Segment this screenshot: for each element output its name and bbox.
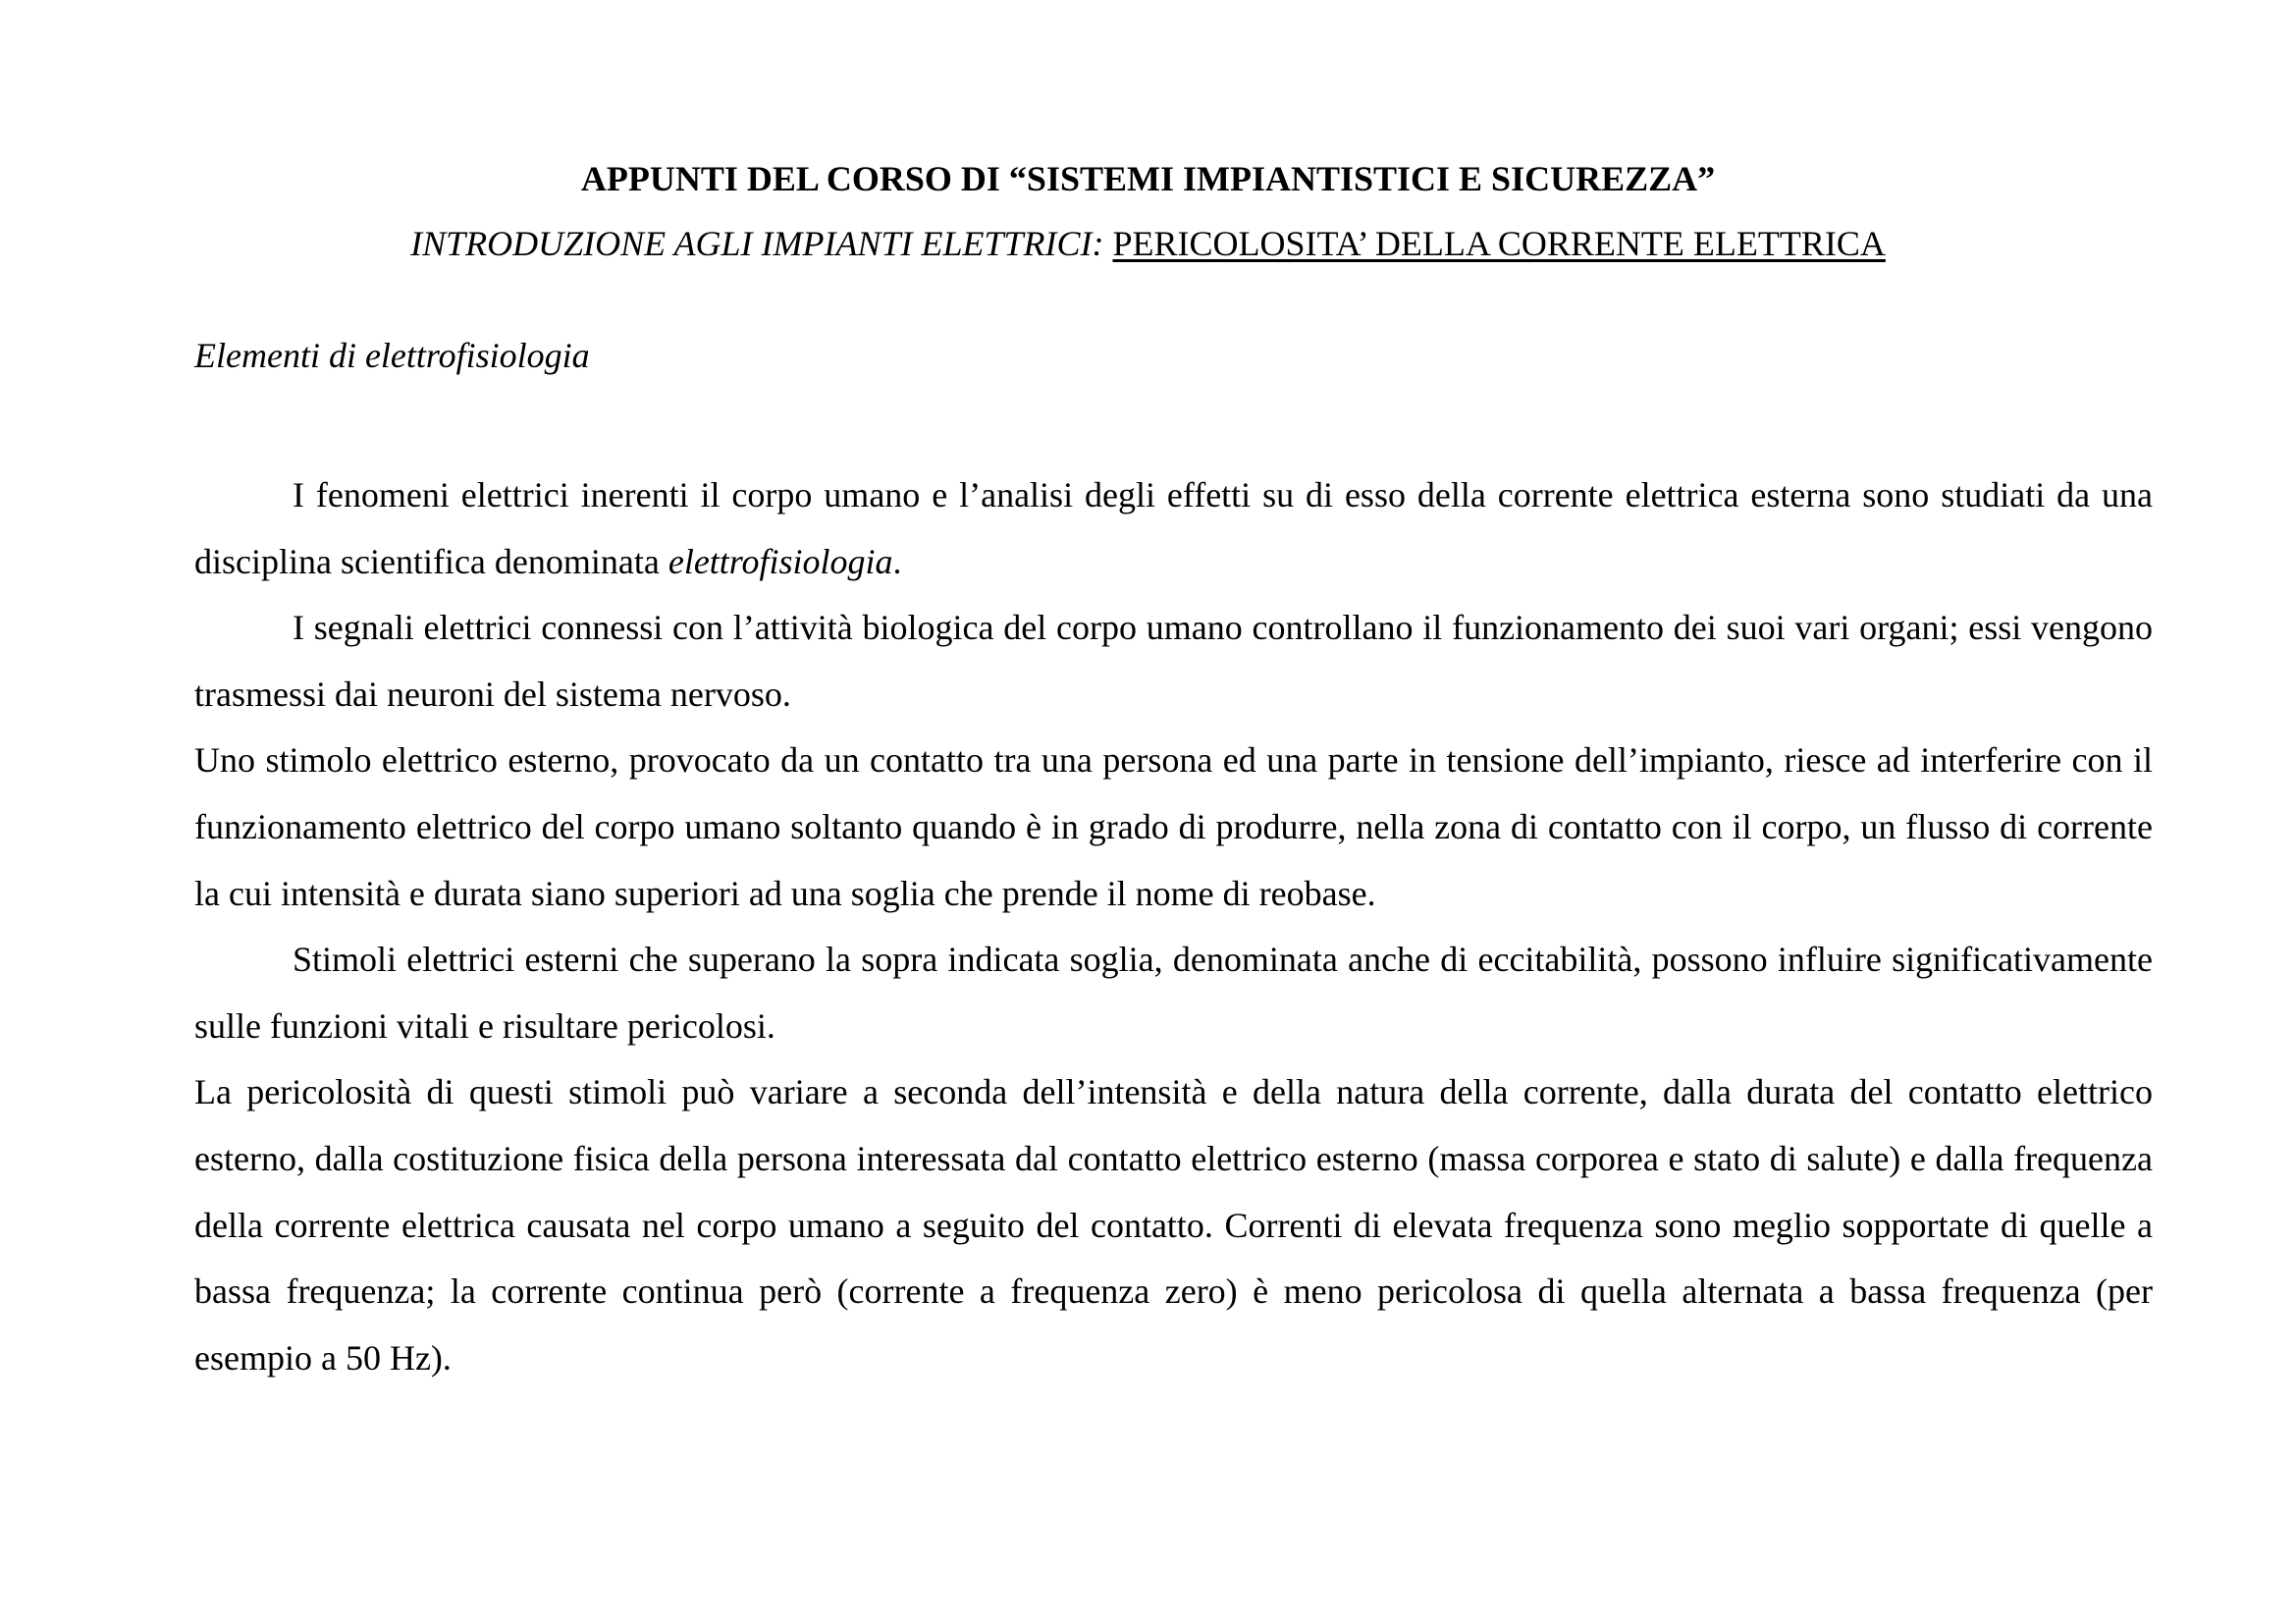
paragraph-1-text: I fenomeni elettrici inerenti il corpo umano e l’analisi degli effetti su di esso della corrente elettrica esterna sono studiati da una disciplina scientifica denominata [194, 475, 2153, 581]
subtitle-topic: PERICOLOSITA’ DELLA CORRENTE ELETTRICA [1112, 224, 1886, 263]
paragraph-5: La pericolosità di questi stimoli può variare a seconda dell’intensità e della natura della corrente, dalla durata del contatto elettrico esterno, dalla costituzione fisica della persona interessata dal contatto elettrico esterno (massa corporea e stato di salute) e dalla frequenza della corrente elettrica causata nel corpo umano a seguito del contatto. Correnti di elevata frequenza sono meglio sopportate di quelle a bassa frequenza; la corrente continua però (corrente a frequenza zero) è meno pericolosa di quella alternata a bassa frequenza (per esempio a 50 Hz). [194, 1072, 2153, 1378]
paragraph-3: Uno stimolo elettrico esterno, provocato da un contatto tra una persona ed una parte in tensione dell’impianto, riesce ad interferire con il funzionamento elettrico del corpo umano soltanto quando è in grado di produrre, nella zona di contatto con il corpo, un flusso di corrente la cui intensità e durata siano superiori ad una soglia che prende il nome di reobase. [194, 740, 2153, 913]
document-body [194, 462, 2153, 1391]
document-title: APPUNTI DEL CORSO DI “SISTEMI IMPIANTISTICI E SICUREZZA” [580, 159, 1716, 198]
section-heading: Elementi di elettrofisiologia [194, 336, 590, 375]
paragraph-1 [194, 462, 2153, 595]
paragraph-2: I segnali elettrici connessi con l’attività biologica del corpo umano controllano il funzionamento dei suoi vari organi; essi vengono trasmessi dai neuroni del sistema nervoso. [194, 608, 2153, 714]
paragraph-4: Stimoli elettrici esterni che superano la sopra indicata soglia, denominata anche di eccitabilità, possono influire significativamente sulle funzioni vitali e risultare pericolosi. [194, 940, 2153, 1046]
paragraph-1-emphasis: elettrofisiologia [667, 541, 893, 581]
paragraph-1-suffix: . [892, 541, 902, 581]
subtitle-intro: INTRODUZIONE AGLI IMPIANTI ELETTRICI: [410, 224, 1104, 263]
document-subtitle [0, 220, 2296, 267]
